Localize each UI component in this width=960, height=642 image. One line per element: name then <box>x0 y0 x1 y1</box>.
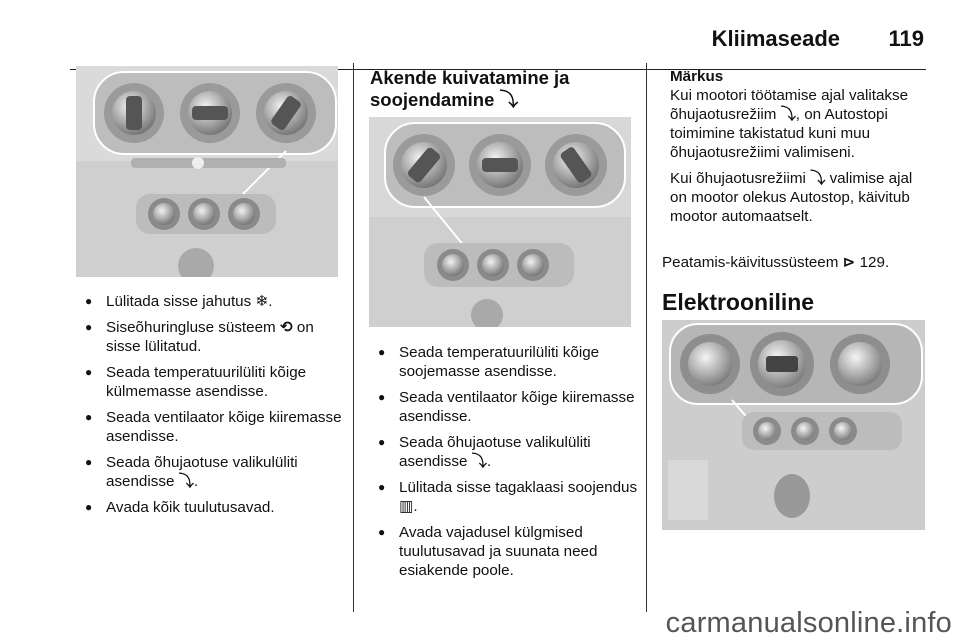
climate-control-figure-2 <box>369 117 631 327</box>
bullet-rear-window-heating: ● Lülitada sisse tagaklaasi soojendus ▥. <box>377 478 639 516</box>
note-paragraph-1: Kui mootori töötamise ajal valitakse õhujaotusrežiim ⤵, on Autostopi toimimine takistatud kuni muu õhujaotusrežiimi valimiseni. <box>670 87 909 161</box>
bullet-recirculation: ● Siseõhuringluse süsteem ⟲ on sisse lülitatud. <box>84 318 344 356</box>
cooling-icon: ❄ <box>255 292 269 310</box>
note-paragraph-2: Kui õhujaotusrežiimi ⤵ valimise ajal on mootor olekus Autostop, käivitub mootor automaatselt. <box>670 169 913 225</box>
column-divider-2 <box>646 63 647 612</box>
page-header <box>70 22 926 50</box>
windscreen-air-icon: ⤵ <box>499 90 519 111</box>
note-block <box>670 67 928 233</box>
bullet-temperature: ● Seada temperatuurilüliti kõige külmemasse asendisse. <box>84 363 344 401</box>
column-2-heading <box>370 67 638 112</box>
windscreen-air-icon: ⤵ <box>810 169 826 187</box>
column-2-text <box>377 343 639 587</box>
electronic-climate-figure <box>662 320 925 530</box>
note-label: Märkus <box>670 68 724 85</box>
watermark: carmanualsonline.info <box>665 607 952 639</box>
air-distribution-icon: ⤵ <box>178 472 194 490</box>
bullet-side-vents: ● Avada vajadusel külgmised tuulutusavad ja suunata need esiakende poole. <box>377 523 639 580</box>
bullet-air-distribution: ● Seada õhujaotuse valikulüliti asendisse ⤵. <box>84 453 344 491</box>
section-heading-demist: Akende kuivatamine ja soojendamine ⤵ <box>370 67 570 111</box>
cross-reference[interactable]: Peatamis-käivitussüsteem ⊳ 129. <box>662 253 890 271</box>
recirculation-icon: ⟲ <box>279 318 293 336</box>
column-divider-1 <box>353 63 354 612</box>
rear-window-heating-icon: ▥ <box>399 497 414 515</box>
bullet-air-distribution-windscreen: ● Seada õhujaotuse valikulüliti asendisse ⤵. <box>377 433 639 471</box>
bullet-fan: ● Seada ventilaator kõige kiiremasse asendisse. <box>84 408 344 446</box>
windscreen-air-icon: ⤵ <box>471 452 487 470</box>
bullet-temperature-warm: ● Seada temperatuurilüliti kõige soojemasse asendisse. <box>377 343 639 381</box>
bullet-vents: ● Avada kõik tuulutusavad. <box>84 498 344 517</box>
reference-arrow-icon: ⊳ <box>842 253 856 271</box>
header-title: Kliimaseade <box>711 26 840 51</box>
bullet-cooling: ● Lülitada sisse jahutus ❄. <box>84 292 344 311</box>
bullet-fan-max: ● Seada ventilaator kõige kiiremasse asendisse. <box>377 388 639 426</box>
column-1-text <box>84 292 344 524</box>
windscreen-air-icon: ⤵ <box>780 105 796 123</box>
climate-control-figure-1 <box>76 66 338 277</box>
page-number: 119 <box>888 26 924 51</box>
section-heading-electronic-climate: Elektrooniline <box>662 289 815 315</box>
